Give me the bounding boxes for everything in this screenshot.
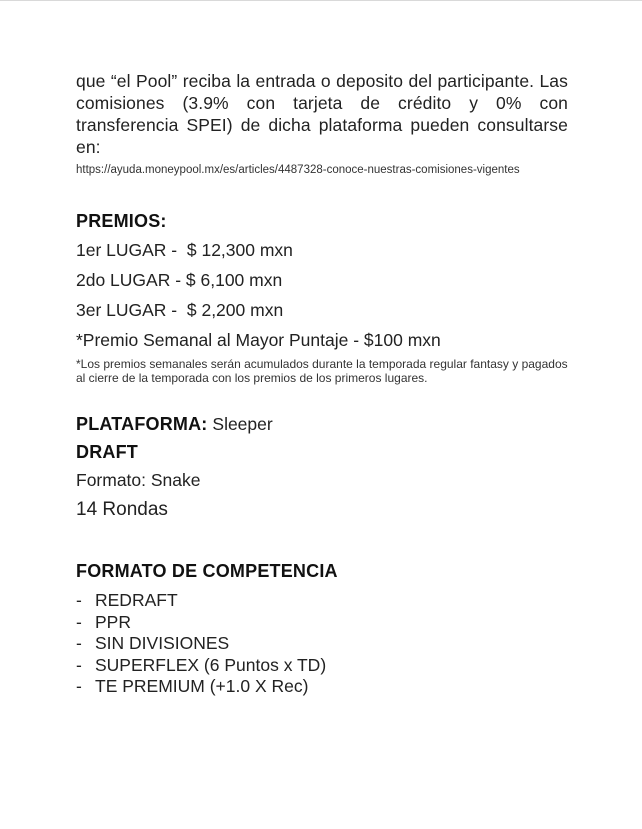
prize-weekly: *Premio Semanal al Mayor Puntaje - $100 mxn bbox=[76, 330, 441, 350]
page-top-border bbox=[0, 0, 642, 1]
list-item: - REDRAFT bbox=[76, 590, 178, 610]
competition-format-list bbox=[76, 590, 568, 698]
list-item: - PPR bbox=[76, 611, 131, 632]
draft-rounds: 14 Rondas bbox=[76, 499, 168, 520]
prize-note: *Los premios semanales serán acumulados durante la temporada regular fantasy y pagados al cierre de la temporada con los premios de los primeros lugares. bbox=[76, 357, 568, 385]
draft-format: Formato: Snake bbox=[76, 470, 201, 490]
platform-line bbox=[76, 414, 568, 435]
competition-format-heading: FORMATO DE COMPETENCIA bbox=[76, 561, 338, 581]
list-item: - SIN DIVISIONES bbox=[76, 633, 230, 653]
prize-third: 3er LUGAR - $ 2,200 mxn bbox=[76, 300, 284, 320]
prize-second: 2do LUGAR - $ 6,100 mxn bbox=[76, 270, 283, 290]
premios-heading: PREMIOS: bbox=[76, 211, 167, 231]
prize-first: 1er LUGAR - $ 12,300 mxn bbox=[76, 240, 293, 260]
draft-heading: DRAFT bbox=[76, 442, 138, 462]
list-item: - SUPERFLEX (6 Puntos x TD) bbox=[76, 654, 327, 675]
document-page bbox=[76, 70, 568, 698]
list-item: - TE PREMIUM (+1.0 X Rec) bbox=[76, 676, 309, 696]
intro-paragraph: que “el Pool” reciba la entrada o deposito del participante. Las comisiones (3.9% con tarjeta de crédito y 0% con transferencia SPEI) de dicha plataforma pueden consultarse en: bbox=[76, 71, 568, 157]
commissions-link[interactable]: https://ayuda.moneypool.mx/es/articles/4487328-conoce-nuestras-comisiones-vigentes bbox=[76, 164, 520, 176]
platform-value: Sleeper bbox=[212, 414, 273, 434]
platform-label: PLATAFORMA: bbox=[76, 414, 208, 434]
